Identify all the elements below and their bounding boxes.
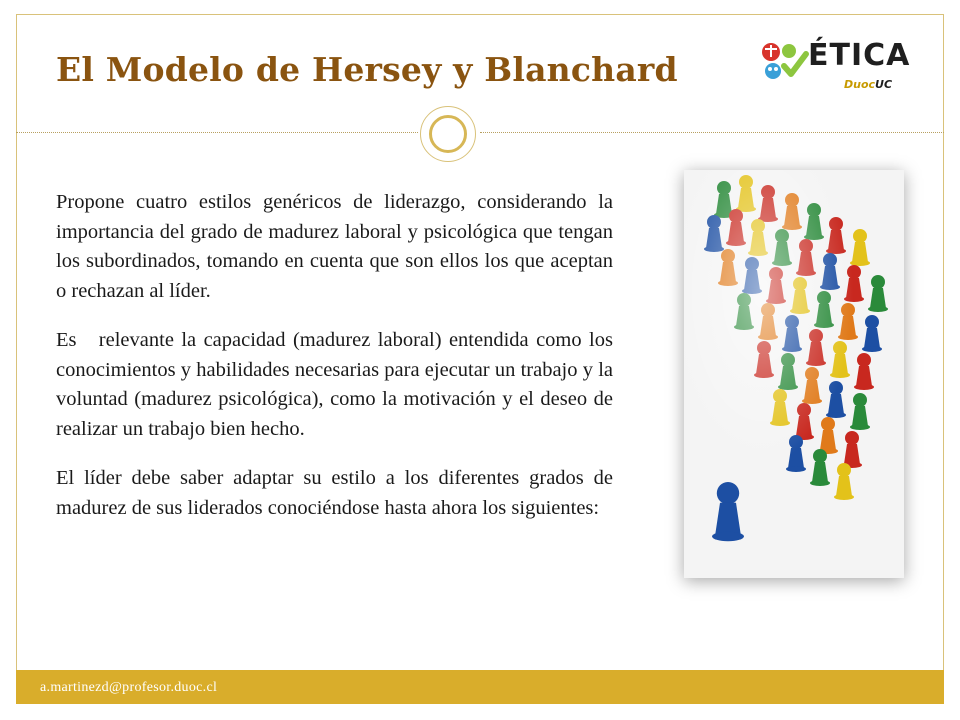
- logo-sub-uc: UC: [875, 78, 893, 91]
- divider-circle-inner: [429, 115, 467, 153]
- divider-right: [480, 132, 944, 133]
- game-pieces-photo: [684, 170, 904, 578]
- divider-left: [16, 132, 418, 133]
- logo-sub-duoc: Duoc: [844, 78, 876, 91]
- footer-email[interactable]: a.martinezd@profesor.duoc.cl: [40, 680, 218, 695]
- slide-body: [56, 188, 619, 543]
- paragraph-3: El líder debe saber adaptar su estilo a los diferentes grados de madurez de sus liderados conociéndose hasta ahora los siguientes:: [56, 467, 613, 519]
- divider-circle-ornament: [420, 106, 476, 162]
- etica-logo: [758, 36, 911, 98]
- paragraph-2: Es relevante la capacidad (madurez laboral) entendida como los conocimientos y habilidades necesarias para ejecutar un trabajo y la voluntad (madurez psicológica), como la motivación y el deseo de realizar un trabajo bien hecho.: [56, 329, 619, 440]
- slide-title: El Modelo de Hersey y Blanchard: [56, 50, 678, 89]
- game-pieces-illustration: [684, 170, 904, 578]
- logo-emblem-icon: [758, 36, 810, 98]
- logo-wordmark: ÉTICA: [808, 38, 911, 73]
- logo-subtitle: [844, 78, 892, 91]
- footer-bar: [16, 670, 944, 704]
- paragraph-1: Propone cuatro estilos genéricos de liderazgo, considerando la importancia del grado de madurez laboral y psicológica que tengan los subordinados, tomando en cuenta que son ellos los que aceptan o rechazan al líder.: [56, 191, 613, 302]
